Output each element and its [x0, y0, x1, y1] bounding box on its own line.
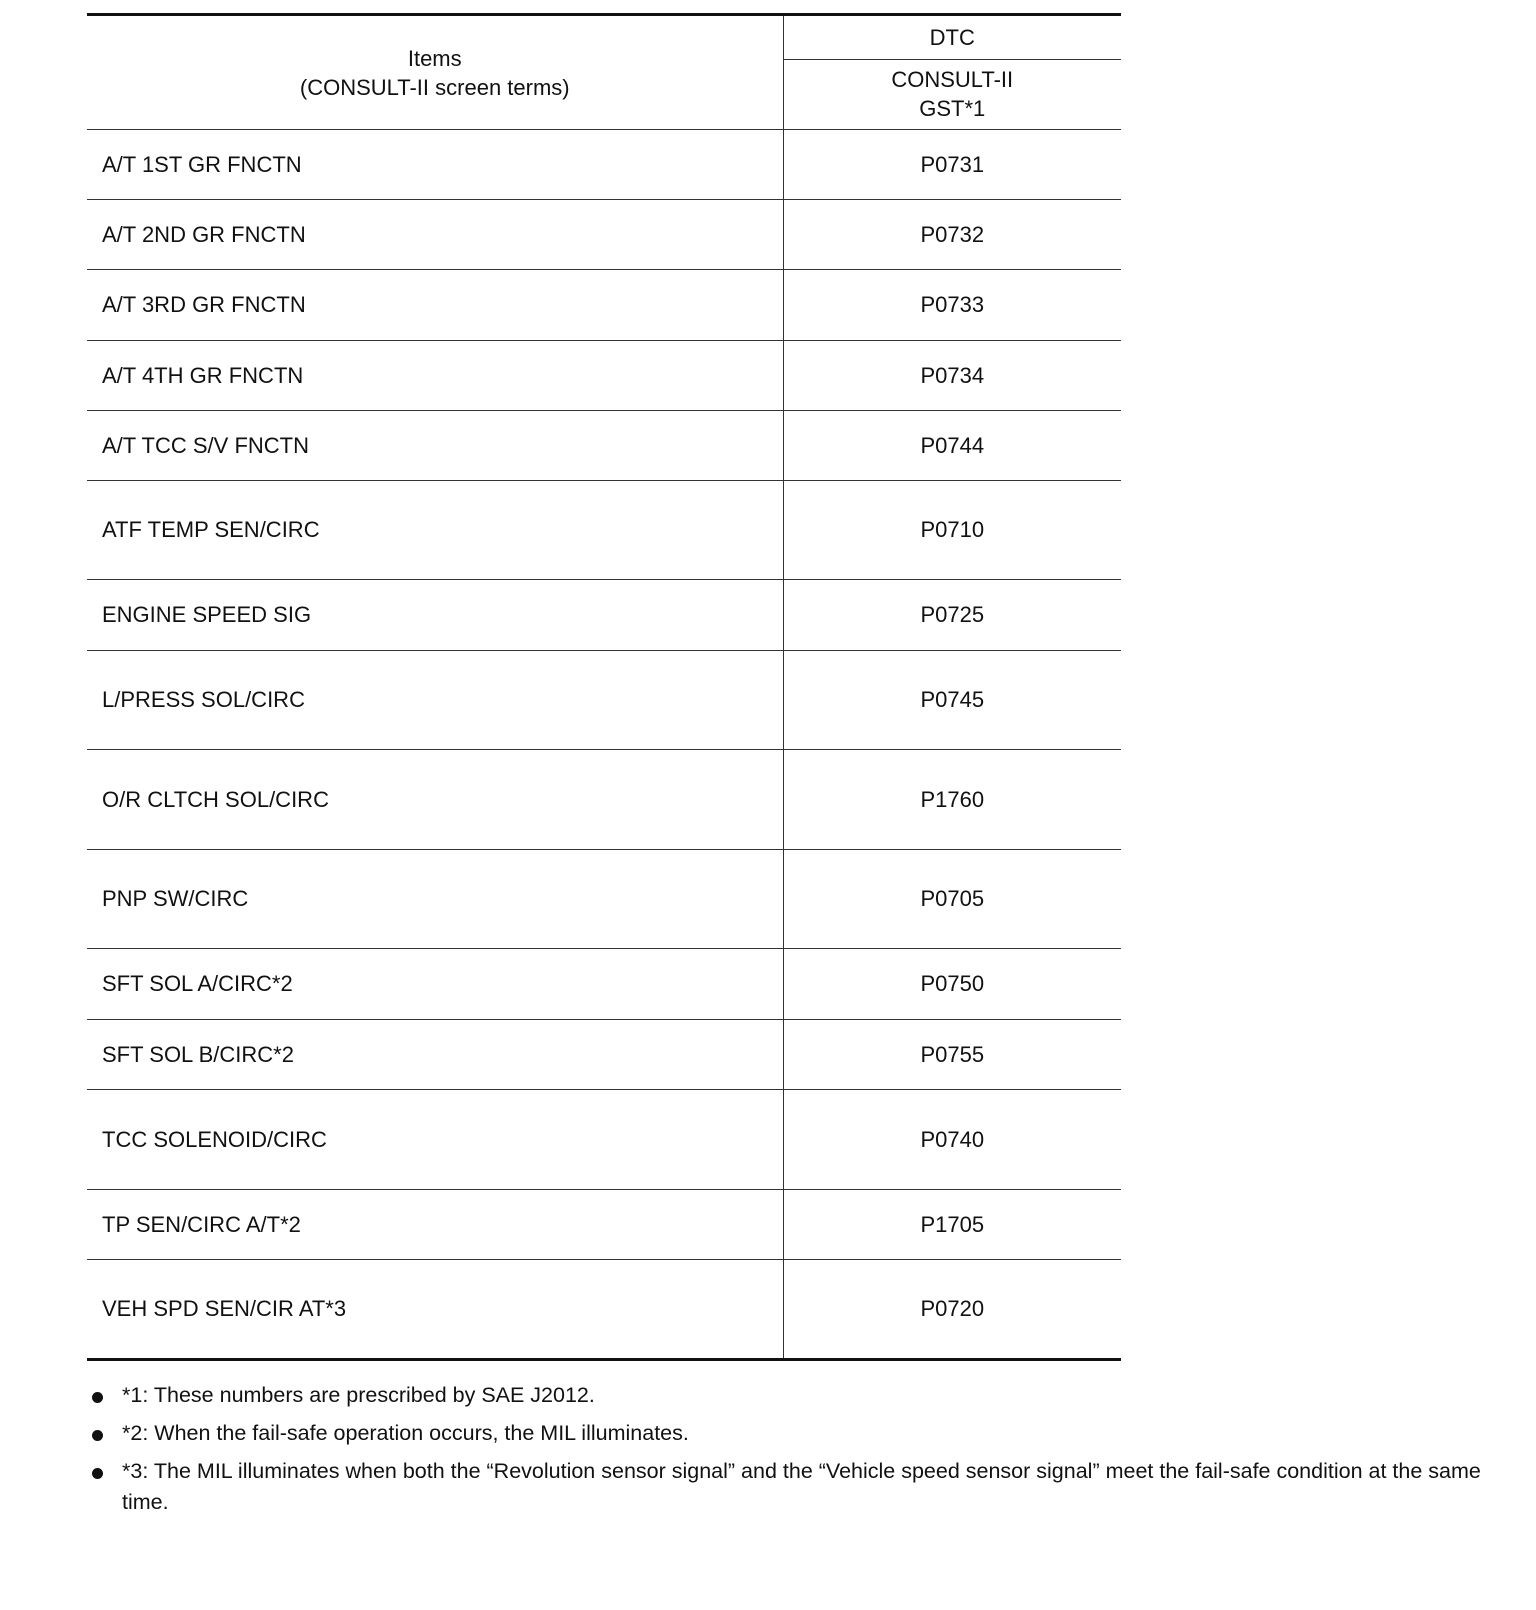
dtc-code-cell: P0755 — [783, 1020, 1121, 1090]
item-cell: A/T 3RD GR FNCTN — [87, 270, 783, 341]
items-column-header — [87, 15, 783, 130]
dtc-code-cell: P0733 — [783, 270, 1121, 341]
dtc-code-cell: P0725 — [783, 580, 1121, 651]
dtc-code-cell: P0720 — [783, 1260, 1121, 1360]
table-row — [87, 750, 1121, 850]
item-cell: TCC SOLENOID/CIRC — [87, 1090, 783, 1190]
dtc-code-cell: P0732 — [783, 200, 1121, 270]
footnotes — [90, 1380, 1490, 1525]
dtc-subheader-line2: GST*1 — [919, 96, 986, 122]
table-row — [87, 411, 1121, 481]
bullet-icon — [92, 1430, 103, 1441]
bullet-icon — [92, 1468, 103, 1479]
item-cell: A/T 4TH GR FNCTN — [87, 341, 783, 411]
table-row — [87, 1020, 1121, 1090]
table-body — [87, 130, 1121, 1360]
table-row — [87, 200, 1121, 270]
dtc-column-header: DTC — [783, 15, 1121, 60]
dtc-code-cell: P1705 — [783, 1190, 1121, 1260]
table-row — [87, 130, 1121, 200]
table-row — [87, 1260, 1121, 1360]
dtc-subheader — [783, 59, 1121, 129]
footnote-item — [90, 1418, 1490, 1449]
table-row — [87, 651, 1121, 750]
item-cell: O/R CLTCH SOL/CIRC — [87, 750, 783, 850]
footnote-item — [90, 1380, 1490, 1411]
footnote-text: *2: When the fail-safe operation occurs, the MIL illuminates. — [122, 1421, 689, 1445]
table-row — [87, 850, 1121, 949]
table-row — [87, 1190, 1121, 1260]
table-row — [87, 481, 1121, 580]
dtc-code-cell: P0734 — [783, 341, 1121, 411]
table-row — [87, 270, 1121, 341]
dtc-code-cell: P0710 — [783, 481, 1121, 580]
item-cell: VEH SPD SEN/CIR AT*3 — [87, 1260, 783, 1360]
dtc-code-cell: P0744 — [783, 411, 1121, 481]
dtc-subheader-line1: CONSULT-II — [891, 67, 1014, 93]
item-cell: A/T TCC S/V FNCTN — [87, 411, 783, 481]
footnote-item — [90, 1456, 1490, 1518]
dtc-code-cell: P0740 — [783, 1090, 1121, 1190]
bullet-icon — [92, 1392, 103, 1403]
footnote-text: *1: These numbers are prescribed by SAE J2012. — [122, 1383, 595, 1407]
footnote-text: *3: The MIL illuminates when both the “Revolution sensor signal” and the “Vehicle speed sensor signal” meet the fail-safe condition at the same time. — [122, 1459, 1481, 1514]
table-row — [87, 341, 1121, 411]
dtc-code-cell: P1760 — [783, 750, 1121, 850]
dtc-code-cell: P0705 — [783, 850, 1121, 949]
item-cell: SFT SOL B/CIRC*2 — [87, 1020, 783, 1090]
item-cell: L/PRESS SOL/CIRC — [87, 651, 783, 750]
item-cell: PNP SW/CIRC — [87, 850, 783, 949]
dtc-code-cell: P0745 — [783, 651, 1121, 750]
dtc-code-cell: P0750 — [783, 949, 1121, 1020]
dtc-table — [87, 13, 1121, 1361]
item-cell: A/T 1ST GR FNCTN — [87, 130, 783, 200]
item-cell: ATF TEMP SEN/CIRC — [87, 481, 783, 580]
items-header-line2: (CONSULT-II screen terms) — [299, 74, 570, 100]
item-cell: TP SEN/CIRC A/T*2 — [87, 1190, 783, 1260]
item-cell: ENGINE SPEED SIG — [87, 580, 783, 651]
table-row — [87, 949, 1121, 1020]
table-header — [87, 15, 1121, 130]
items-header-line1: Items — [407, 45, 462, 71]
table-row — [87, 580, 1121, 651]
item-cell: A/T 2ND GR FNCTN — [87, 200, 783, 270]
dtc-code-cell: P0731 — [783, 130, 1121, 200]
table-row — [87, 1090, 1121, 1190]
item-cell: SFT SOL A/CIRC*2 — [87, 949, 783, 1020]
